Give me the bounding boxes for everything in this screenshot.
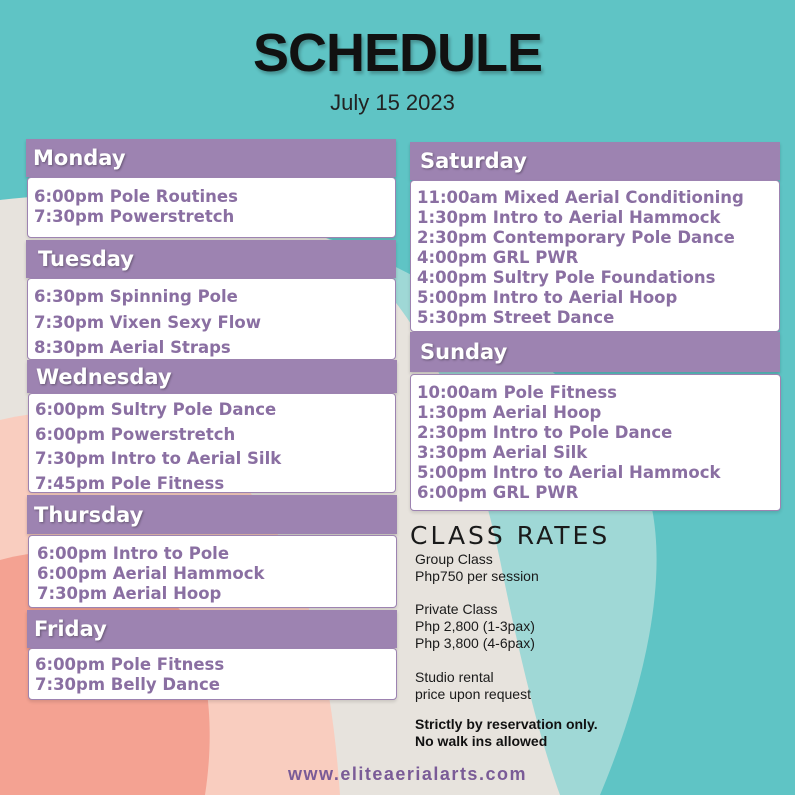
class-item: 5:00pm Intro to Aerial Hoop [417,288,678,307]
class-item: 6:00pm Sultry Pole Dance [35,400,277,419]
class-item: 6:00pm Aerial Hammock [37,564,265,583]
studio-rental-label: Studio rental [415,669,494,685]
studio-rental-price: price upon request [415,686,531,702]
day-classes-saturday [410,180,780,332]
schedule-date: July 15 2023 [330,90,455,115]
class-item: 6:00pm Pole Fitness [35,655,225,674]
day-header-sunday: Sunday [410,332,780,372]
class-item: 6:00pm Intro to Pole [37,544,230,563]
class-item: 1:30pm Aerial Hoop [417,403,602,422]
class-item: 1:30pm Intro to Aerial Hammock [417,208,721,227]
walk-in-note: No walk ins allowed [415,733,548,749]
class-item: 7:30pm Aerial Hoop [37,584,222,603]
class-item: 3:30pm Aerial Silk [417,443,588,462]
reservation-note: Strictly by reservation only. [415,716,598,732]
class-item: 5:30pm Street Dance [417,308,615,327]
group-class-label: Group Class [415,551,493,567]
class-item: 5:00pm Intro to Aerial Hammock [417,463,721,482]
class-item: 2:30pm Intro to Pole Dance [417,423,673,442]
day-classes-tuesday [27,278,396,360]
private-class-price-2: Php 3,800 (4-6pax) [415,635,535,651]
day-classes-thursday [28,535,397,608]
class-item: 2:30pm Contemporary Pole Dance [417,228,735,247]
private-class-price-1: Php 2,800 (1-3pax) [415,618,535,634]
class-item: 7:45pm Pole Fitness [35,473,225,493]
class-item: 4:00pm Sultry Pole Foundations [417,268,716,287]
website-url: www.eliteaerialarts.com [288,764,527,784]
page-title: SCHEDULE [252,23,543,83]
day-classes-sunday [410,374,781,511]
class-item: 7:30pm Vixen Sexy Flow [34,312,261,332]
class-item: 7:30pm Intro to Aerial Silk [35,449,282,468]
class-item: 10:00am Pole Fitness [417,383,618,402]
day-header-friday: Friday [27,610,397,648]
class-item: 6:30pm Spinning Pole [34,287,238,306]
class-item: 6:00pm Powerstretch [35,424,236,444]
class-rates-title: CLASS RATES [410,521,611,550]
class-item: 7:30pm Belly Dance [35,675,220,694]
class-item: 6:00pm Pole Routines [34,187,238,206]
day-header-saturday: Saturday [410,142,780,180]
day-header-wednesday: Wednesday [27,360,397,393]
day-classes-wednesday [28,393,396,493]
class-item: 7:30pm Powerstretch [34,207,235,226]
class-item: 11:00am Mixed Aerial Conditioning [417,188,744,207]
day-classes-monday [27,177,396,238]
day-classes-friday [28,648,397,700]
day-header-monday: Monday [26,139,396,177]
private-class-label: Private Class [415,601,498,617]
class-item: 4:00pm GRL PWR [417,248,579,267]
day-header-thursday: Thursday [27,495,397,534]
day-header-tuesday: Tuesday [26,240,396,278]
group-class-price: Php750 per session [415,568,539,584]
class-item: 8:30pm Aerial Straps [34,338,231,357]
class-item: 6:00pm GRL PWR [417,483,579,502]
